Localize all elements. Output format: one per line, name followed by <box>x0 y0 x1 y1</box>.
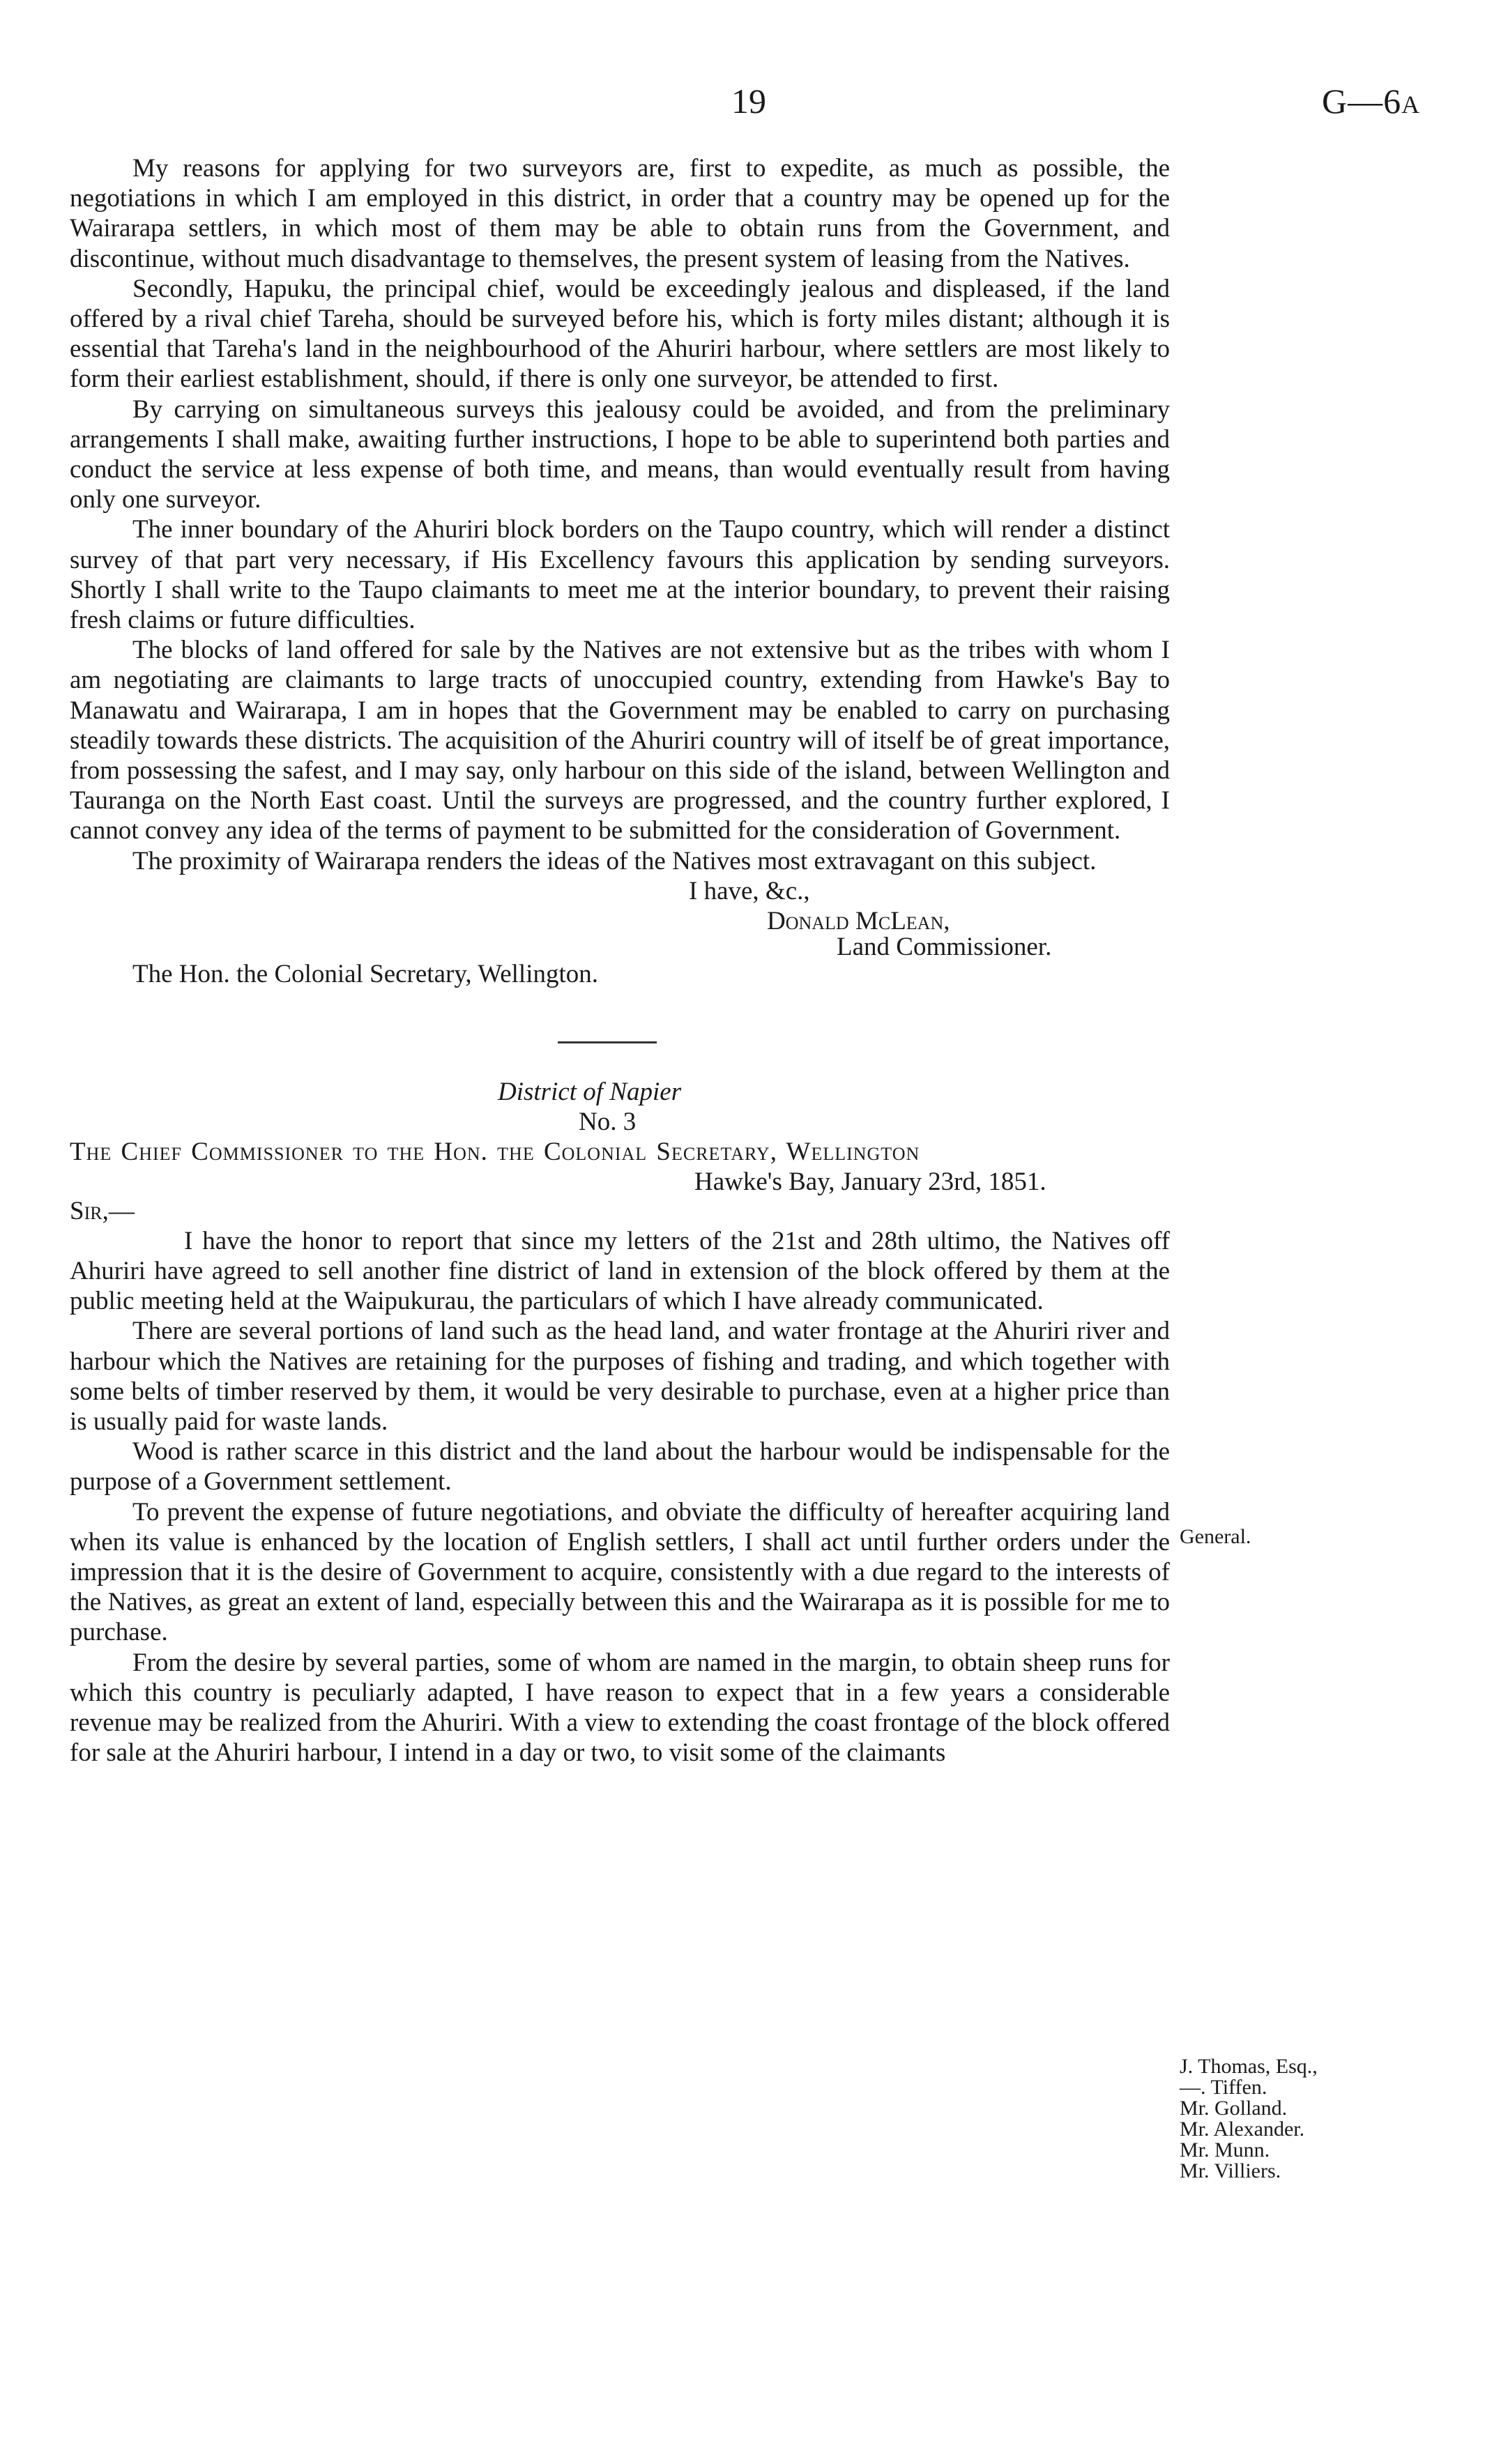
paragraph: My reasons for applying for two surveyors are, first to expedite, as much as possible, the negotiations in which I am employed in this district, in order that a country may be opened up for the Wairarapa settlers, in which most of them may be able to obtain runs from the Government, and discontinue, without much disadvantage to themselves, the present system of leasing from the Natives. <box>70 154 1170 273</box>
paragraph: The blocks of land offered for sale by the Natives are not extensive but as the tribes with whom I am negotiating are claimants to large tracts of unoccupied country, extending from Hawke's Bay to Manawatu and Wairarapa, I am in hopes that the Government may be enabled to carry on purchasing steadily towards these districts. The acquisition of the Ahuriri country will of itself be of great importance, from possessing the safest, and I may say, only harbour on this side of the island, between Wellington and Tauranga on the North East coast. Until the surveys are progressed, and the country further explored, I cannot convey any idea of the terms of payment to be submitted for the consideration of Government. <box>70 636 1170 845</box>
paragraph: Wood is rather scarce in this district and the land about the harbour would be indispensable for the purpose of a Government settlement. <box>70 1437 1170 1497</box>
document-code <box>1322 82 1421 121</box>
district-heading: District of Napier <box>498 1077 682 1106</box>
page-body <box>70 153 1170 1768</box>
page-number: 19 <box>731 82 766 121</box>
paragraph: To prevent the expense of future negotiations, and obviate the difficulty of hereafter acquiring land when its value is enhanced by the location of English settlers, I shall act until further orders under the impression that it is the desire of Government to acquire, consistently with a due regard to the interests of the Natives, as great an extent of land, especially between this and the Wairarapa as it is possible for me to purchase. <box>70 1497 1170 1647</box>
margin-note-general: General. <box>1180 1525 1251 1548</box>
paragraph: The inner boundary of the Ahuriri block borders on the Taupo country, which will render a distinct survey of that part very necessary, if His Excellency favours this application by sending surveyors. Shortly I shall write to the Taupo claimants to meet me at the interior boundary, to prevent their raising fresh claims or future difficulties. <box>70 515 1170 635</box>
letter-heading: The Chief Commissioner to the Hon. the Colonial Secretary, Wellington <box>70 1138 920 1167</box>
closing: I have, &c., <box>689 876 810 905</box>
addressee: The Hon. the Colonial Secretary, Wellington. <box>132 960 599 989</box>
section-divider <box>558 1041 657 1043</box>
dateline: Hawke's Bay, January 23rd, 1851. <box>694 1168 1046 1197</box>
paragraph: There are several portions of land such as the head land, and water frontage at the Ahuriri river and harbour which the Natives are retaining for the purposes of fishing and trading, and which together with some belts of timber reserved by them, it would be very desirable to purchase, even at a higher price than is usually paid for waste lands. <box>70 1317 1170 1436</box>
margin-names <box>1180 2056 1318 2182</box>
salutation: Sir,— <box>70 1196 135 1225</box>
document-code-suffix: A <box>1401 91 1421 118</box>
margin-name: Mr. Munn. <box>1180 2138 1270 2161</box>
margin-name: Mr. Villiers. <box>1180 2159 1281 2182</box>
margin-name: —. Tiffen. <box>1180 2076 1267 2099</box>
letter-1 <box>70 153 1170 990</box>
paragraph: I have the honor to report that since my letters of the 21st and 28th ultimo, the Natives off Ahuriri have agreed to sell another fine district of land in extension of the block offered by them at the public meeting held at the Waipukurau, the particulars of which I have already communicated. <box>70 1226 1170 1316</box>
paragraph: From the desire by several parties, some of whom are named in the margin, to obtain sheep runs for which this country is peculiarly adapted, I have reason to expect that in a few years a considerable revenue may be realized from the Ahuriri. With a view to extending the coast frontage of the block offered for sale at the Ahuriri harbour, I intend in a day or two, to visit some of the claimants <box>70 1648 1170 1768</box>
document-code-main: G—6 <box>1322 82 1402 121</box>
paragraph: The proximity of Wairarapa renders the ideas of the Natives most extravagant on this subject. <box>132 846 1097 875</box>
margin-name: Mr. Golland. <box>1180 2097 1288 2120</box>
letter-2-paragraphs <box>70 1226 1170 1317</box>
margin-name: J. Thomas, Esq., <box>1180 2055 1318 2078</box>
margin-name: Mr. Alexander. <box>1180 2118 1305 2141</box>
paragraph: By carrying on simultaneous surveys this jealousy could be avoided, and from the preliminary arrangements I shall make, awaiting further instructions, I hope to be able to superintend both parties and conduct the service at less expense of both time, and means, than would eventually result from having only one surveyor. <box>70 395 1170 514</box>
paragraph: Secondly, Hapuku, the principal chief, would be exceedingly jealous and displeased, if the land offered by a rival chief Tareha, should be surveyed before his, which is forty miles distant; although it is essential that Tareha's land in the neighbourhood of the Ahuriri harbour, where settlers are most likely to form their earliest establishment, should, if there is only one surveyor, be attended to first. <box>70 274 1170 394</box>
letter-2 <box>70 1077 1170 1768</box>
document-number: No. 3 <box>579 1107 637 1136</box>
signature-title: Land Commissioner. <box>837 933 1052 962</box>
signature: Donald McLean, <box>767 907 950 936</box>
